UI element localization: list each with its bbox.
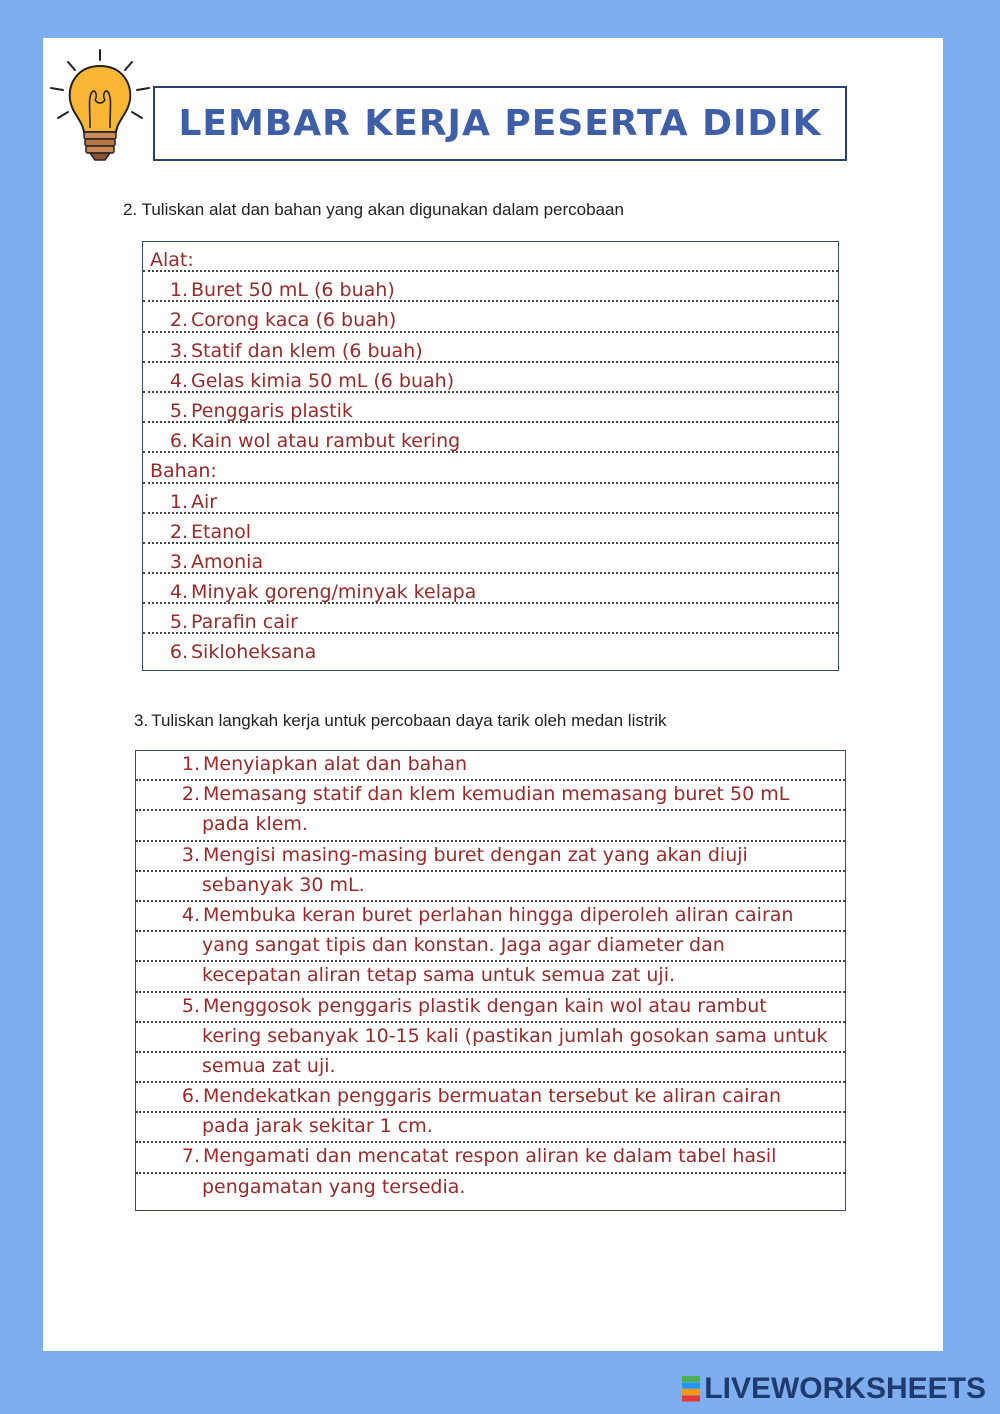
liveworksheets-brand[interactable] (682, 1372, 986, 1406)
step-5-line-2[interactable]: kering sebanyak 10-15 kali (pastikan jumlah gosokan sama untuk (136, 1023, 845, 1053)
step-1-line-1[interactable]: 1. Menyiapkan alat dan bahan (136, 751, 845, 781)
step-4-line-1[interactable]: 4. Membuka keran buret perlahan hingga diperoleh aliran cairan (136, 902, 845, 932)
alat-item-4[interactable]: 4. Gelas kimia 50 mL (6 buah) (143, 363, 838, 393)
step-6-line-2[interactable]: pada jarak sekitar 1 cm. (136, 1113, 845, 1143)
title-box (153, 86, 847, 161)
answer-box-langkah-kerja (135, 750, 846, 1211)
alat-item-6[interactable]: 6. Kain wol atau rambut kering (143, 423, 838, 453)
lightbulb-icon (48, 48, 153, 163)
answer-box-alat-bahan (142, 241, 839, 671)
liveworksheets-logo-icon (682, 1376, 700, 1402)
bahan-item-3[interactable]: 3. Amonia (143, 544, 838, 574)
brand-text: LIVEWORKSHEETS (704, 1372, 986, 1405)
bahan-heading[interactable]: Bahan: (143, 453, 838, 483)
question-2: 2. Tuliskan alat dan bahan yang akan digunakan dalam percobaan (123, 200, 624, 219)
step-2-line-2[interactable]: pada klem. (136, 811, 845, 841)
step-5-line-3[interactable]: semua zat uji. (136, 1053, 845, 1083)
alat-item-5[interactable]: 5. Penggaris plastik (143, 393, 838, 423)
step-4-line-3[interactable]: kecepatan aliran tetap sama untuk semua zat uji. (136, 962, 845, 992)
step-7-line-2[interactable]: pengamatan yang tersedia. (202, 1175, 466, 1198)
alat-item-1[interactable]: 1. Buret 50 mL (6 buah) (143, 272, 838, 302)
step-3-line-1[interactable]: 3. Mengisi masing-masing buret dengan zat yang akan diuji (136, 842, 845, 872)
bahan-item-1[interactable]: 1. Air (143, 484, 838, 514)
bahan-item-2[interactable]: 2. Etanol (143, 514, 838, 544)
page-title: LEMBAR KERJA PESERTA DIDIK (178, 103, 822, 144)
step-3-line-2[interactable]: sebanyak 30 mL. (136, 872, 845, 902)
alat-heading[interactable]: Alat: (143, 242, 838, 272)
alat-item-3[interactable]: 3. Statif dan klem (6 buah) (143, 333, 838, 363)
step-4-line-2[interactable]: yang sangat tipis dan konstan. Jaga agar diameter dan (136, 932, 845, 962)
step-5-line-1[interactable]: 5. Menggosok penggaris plastik dengan kain wol atau rambut (136, 993, 845, 1023)
question-3: 3. Tuliskan langkah kerja untuk percobaan daya tarik oleh medan listrik (134, 711, 667, 730)
bahan-item-5[interactable]: 5. Parafin cair (143, 604, 838, 634)
alat-item-2[interactable]: 2. Corong kaca (6 buah) (143, 302, 838, 332)
step-6-line-1[interactable]: 6. Mendekatkan penggaris bermuatan tersebut ke aliran cairan (136, 1083, 845, 1113)
bahan-item-6[interactable]: 6. Sikloheksana (169, 641, 317, 664)
step-7-line-1[interactable]: 7. Mengamati dan mencatat respon aliran ke dalam tabel hasil (136, 1143, 845, 1173)
step-2-line-1[interactable]: 2. Memasang statif dan klem kemudian memasang buret 50 mL (136, 781, 845, 811)
bahan-item-4[interactable]: 4. Minyak goreng/minyak kelapa (143, 574, 838, 604)
